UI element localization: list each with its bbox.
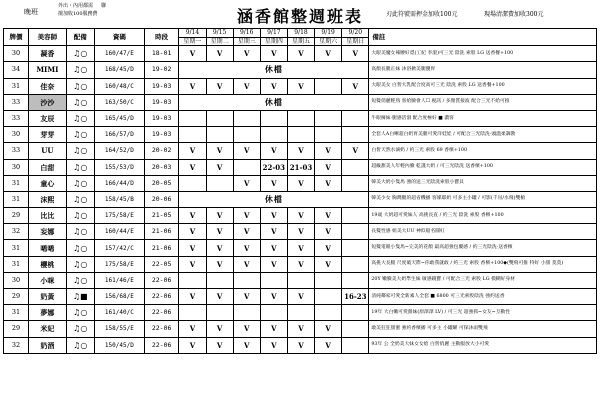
shift-mark: V [206,289,233,305]
deposit-note: 刃此符號需押金加收100元 [386,11,458,18]
shift-mark: V [287,240,314,256]
shift-mark [342,337,369,353]
shift-mark: V [260,321,287,337]
time-slot-cell: 22-06 [144,321,178,337]
shift-mark [342,224,369,240]
shift-mark: 21-03 [287,159,314,175]
time-slot-cell: 19-03 [144,78,178,94]
measurements-cell: 165/45/D [94,110,144,126]
shift-mark: V [233,78,260,94]
price-cell: 29 [4,208,29,224]
gear-cell: ♫○ [66,208,94,224]
gear-cell: ♫○ [66,46,94,62]
price-cell: 33 [4,94,29,110]
table-row [4,224,597,240]
measurements-cell: 166/44/D [94,175,144,191]
sub-note-line-1: 外出・內用都需 聯 [58,3,107,9]
note-cell: 高顏長腿正妹 沐浴掀美腿優胃 [369,62,597,78]
date-2: 9/16 [233,29,260,38]
shift-mark [206,272,233,288]
gear-cell: ♫○ [66,94,94,110]
table-row [4,191,597,207]
shift-mark: V [260,46,287,62]
time-slot-cell: 22-06 [144,305,178,321]
gear-cell: ♫○ [66,337,94,353]
table-row [4,94,597,110]
shift-mark: V [315,321,342,337]
measurements-cell: 158/45/B [94,191,144,207]
col-name: 美容師 [29,29,67,46]
beautician-name: 米妃 [29,321,67,337]
shift-mark: V [315,159,342,175]
shift-mark: V [287,143,314,159]
shift-mark [342,127,369,143]
time-slot-cell: 19-03 [144,110,178,126]
shift-mark [315,289,342,305]
shift-mark [179,305,206,321]
shift-mark [179,272,206,288]
time-slot-cell: 20-05 [144,175,178,191]
note-cell: 韓美大奶小隻馬 強的送三光陰洗索股小寶貝 [369,175,597,191]
shift-mark [287,272,314,288]
measurements-cell: 161/40/C [94,305,144,321]
beautician-name: 比比 [29,208,67,224]
measurements-cell: 160/44/E [94,224,144,240]
time-slot-cell: 18-01 [144,46,178,62]
beautician-name: 唏唏 [29,240,67,256]
beautician-name: 佳奈 [29,78,67,94]
shift-mark [233,110,260,126]
shift-mark: V [233,46,260,62]
date-4: 9/18 [287,29,314,38]
price-cell: 34 [4,62,29,78]
time-slot-cell: 19-02 [144,62,178,78]
shift-mark: V [315,208,342,224]
table-row [4,175,597,191]
shift-mark: V [233,224,260,240]
time-slot-cell: 20-06 [144,191,178,207]
shift-mark [260,110,287,126]
measurements-cell: 175/58/E [94,208,144,224]
price-cell: 30 [4,127,29,143]
shift-mark [260,305,287,321]
measurements-cell: 168/45/D [94,62,144,78]
shift-mark [233,305,260,321]
time-slot-cell: 19-03 [144,94,178,110]
shift-mark: V [287,78,314,94]
shift-mark: V [206,321,233,337]
shift-mark: V [179,289,206,305]
gear-cell: ♫○ [66,78,94,94]
col-code: 資碼 [94,29,144,46]
measurements-cell: 160/48/C [94,78,144,94]
price-cell: 31 [4,256,29,272]
price-cell: 30 [4,46,29,62]
shift-mark: V [206,337,233,353]
table-row [4,62,597,78]
note-cell: 19年 大白嫩可愛甜妹(原澤澤 LV) / 可三光 超強抓~女友~互動性 [369,305,597,321]
shift-mark: V [179,159,206,175]
shift-mark: V [260,240,287,256]
gear-cell: ♫○ [66,256,94,272]
shift-mark: V [233,321,260,337]
shift-mark [342,321,369,337]
shift-mark [315,305,342,321]
note-cell: 大眼美女 白皙大乳配合度高可三光 陰洗 索股 LG 送香餐+100 [369,78,597,94]
note-cell: 韓美少女 胸灣腿的超省機播 客媒耶奶 可多主小罐 / 可影(千吊/水飛)雙槍 [369,191,597,207]
gear-cell: ♫○ [66,240,94,256]
shift-mark: V [179,321,206,337]
shift-mark: V [233,256,260,272]
shift-mark [260,272,287,288]
day-off-cell: 休檔 [179,62,369,78]
price-cell: 29 [4,321,29,337]
shift-mark [179,175,206,191]
note-cell: 清純鄰家可愛全新素人全套 ■ 6800 可三光索股陰洗 強約送香 [369,289,597,305]
table-row [4,46,597,62]
col-gear: 配備 [66,29,94,46]
schedule-table [3,28,597,354]
price-cell: 30 [4,159,29,175]
beautician-name: 夢娜 [29,305,67,321]
time-slot-cell: 22-06 [144,272,178,288]
price-cell: 29 [4,289,29,305]
price-cell: 31 [4,78,29,94]
table-row [4,78,597,94]
gear-cell: ♫○ [66,143,94,159]
price-cell: 30 [4,272,29,288]
shift-mark [287,127,314,143]
table-row [4,337,597,353]
note-cell: 白皙天然水滴奶 / 約三光 索股 69 香檳+100 [369,143,597,159]
table-row [4,272,597,288]
note-cell: 20Y 嫩臉美大奶學生妹 敏感鏡寶 / 可配合三光 索股 LG 模糊好身材 [369,272,597,288]
gear-cell: ♫■ [66,289,94,305]
beautician-name: 童心 [29,175,67,191]
shift-mark: V [206,256,233,272]
shift-mark: V [287,224,314,240]
shift-mark: V [342,78,369,94]
shift-mark: V [260,208,287,224]
shift-mark: V [179,240,206,256]
shift-mark [315,78,342,94]
shift-mark [179,127,206,143]
beautician-name: 櫻桃 [29,256,67,272]
shift-mark: V [179,337,206,353]
shift-mark: V [233,289,260,305]
price-cell: 32 [4,224,29,240]
measurements-cell: 158/55/E [94,321,144,337]
shift-mark: V [233,240,260,256]
shift-mark: V [260,337,287,353]
shift-mark [342,175,369,191]
shift-mark: V [179,46,206,62]
shift-mark [342,256,369,272]
shift-mark [260,127,287,143]
table-row [4,110,597,126]
measurements-cell: 160/47/E [94,46,144,62]
shift-mark: 16-23 [342,289,369,305]
measurements-cell: 156/68/E [94,289,144,305]
gear-cell: ♫○ [66,110,94,126]
shift-mark: V [233,337,260,353]
time-slot-cell: 19-03 [144,127,178,143]
measurements-cell: 166/57/D [94,127,144,143]
note-cell: 19歲 大奶超可愛妹人 高挑長直 / 約三光 陰洗 索股 香檳+100 [369,208,597,224]
weekday-3: 星期四 [260,37,287,46]
shift-mark [233,159,260,175]
shift-mark: V [260,256,287,272]
shift-mark: 22-03 [260,159,287,175]
table-row [4,127,597,143]
sub-note-line-2: 擅加收100服務費 [58,11,98,17]
beautician-name: 奶酒 [29,337,67,353]
shift-mark [342,159,369,175]
shift-mark: V [315,46,342,62]
measurements-cell: 163/50/C [94,94,144,110]
shift-mark: V [287,321,314,337]
shift-mark: V [233,208,260,224]
beautician-name: 沫熙 [29,191,67,207]
measurements-cell: 175/58/E [94,256,144,272]
shift-mark: V [179,143,206,159]
measurements-cell: 150/45/D [94,337,144,353]
gear-cell: ♫○ [66,224,94,240]
shift-mark: V [206,46,233,62]
shift-mark: V [315,224,342,240]
shift-mark: V [206,224,233,240]
beautician-name: UU [29,143,67,159]
col-notes: 備註 [369,29,597,46]
shift-mark: V [342,143,369,159]
note-cell: 敢美狂狂甜蜜 強約香檳播 可多主 小罐曜 可探沐雨雙飛 [369,321,597,337]
weekday-6: 星期日 [342,37,369,46]
shift-mark [342,208,369,224]
shift-mark: V [179,208,206,224]
gear-cell: ♫○ [66,321,94,337]
table-row [4,240,597,256]
beautician-name: 芽芽 [29,127,67,143]
weekday-2: 星期三 [233,37,260,46]
weekday-1: 星期二 [206,37,233,46]
note-cell: 全套人A白晰超白奶胃美腿可愛洋娃娃 / 可配合三光陰洗·頭溫柔調教 [369,127,597,143]
shift-mark: V [287,208,314,224]
shift-mark: V [315,143,342,159]
table-row [4,208,597,224]
shift-mark: V [179,256,206,272]
note-cell: 超級甜美人年輕內臉 乾謹大奶 / 可三光陰洗 送香檳+100 [369,159,597,175]
shift-mark: V [342,46,369,62]
shift-mark: V [315,256,342,272]
shift-mark: V [206,159,233,175]
table-row [4,159,597,175]
schedule-header [0,0,600,28]
shift-mark: V [260,224,287,240]
shift-mark: V [206,78,233,94]
shift-mark: V [206,208,233,224]
measurements-cell: 157/42/C [94,240,144,256]
col-price: 牌價 [4,29,29,46]
time-slot-cell: 21-06 [144,224,178,240]
price-cell: 33 [4,143,29,159]
gear-cell: ♫○ [66,272,94,288]
gear-cell: ♫○ [66,62,94,78]
date-5: 9/19 [315,29,342,38]
table-row [4,321,597,337]
beautician-name: 妄娜 [29,224,67,240]
shift-mark: V [260,143,287,159]
gear-cell: ♫○ [66,305,94,321]
measurements-cell: 161/46/E [94,272,144,288]
time-slot-cell: 21-06 [144,240,178,256]
date-1: 9/15 [206,29,233,38]
shift-mark: V [287,337,314,353]
note-cell: 牛眼擁妹·腿感活潑 配合度極好 ■ 濃客 [369,110,597,126]
price-cell: 31 [4,305,29,321]
shift-mark [342,240,369,256]
page-title: 涵香館整週班表 [236,7,363,26]
table-row [4,289,597,305]
shift-mark [206,127,233,143]
shift-mark: V [315,337,342,353]
gear-cell: ♫○ [66,159,94,175]
shift-mark: V [206,143,233,159]
col-time: 時段 [144,29,178,46]
shift-mark [342,305,369,321]
beautician-name: 凝香 [29,46,67,62]
gear-cell: ♫○ [66,127,94,143]
measurements-cell: 155/53/D [94,159,144,175]
shift-mark [206,305,233,321]
time-slot-cell: 21-05 [144,208,178,224]
note-cell: 大眼美魔女辣腰好覓(工紀 李滾)可三光 陰洗 索股 LG 送香餐+100 [369,46,597,62]
date-6: 9/20 [342,29,369,38]
time-slot-cell: 22-06 [144,289,178,305]
note-cell: 短髮電眼小隻馬~完美的花顏 最高超強包覆感 / 約三光陰洗·送香檳 [369,240,597,256]
weekday-4: 星期五 [287,37,314,46]
shift-mark: V [233,143,260,159]
day-off-cell: 休檔 [179,191,369,207]
beautician-name: 白甜 [29,159,67,175]
shift-mark [206,175,233,191]
shift-mark [342,110,369,126]
time-slot-cell: 20-02 [144,143,178,159]
shift-mark [233,127,260,143]
time-slot-cell: 22-06 [144,337,178,353]
note-cell: 短髮俏麗輕熟 客給臉會人☐ 視訊 / 多顏質接波 配合三光不給可推 [369,94,597,110]
date-3: 9/17 [260,29,287,38]
beautician-name: 小咪 [29,272,67,288]
shift-mark: V [287,256,314,272]
cleaning-fee-note: 現場清潔費加收300元 [484,11,544,18]
shift-mark [315,127,342,143]
shift-mark: V [315,240,342,256]
price-cell: 33 [4,110,29,126]
beautician-name: 奶黃 [29,289,67,305]
gear-cell: ♫○ [66,191,94,207]
beautician-name: 沙沙 [29,94,67,110]
price-cell: 32 [4,337,29,353]
time-slot-cell: 22-05 [144,256,178,272]
price-cell: 31 [4,240,29,256]
time-slot-cell: 20-03 [144,159,178,175]
shift-mark [233,272,260,288]
schedule-rows [4,46,597,354]
shift-mark: V [287,289,314,305]
note-cell: 高挑大長腿 尺度破天際~你敢我就敢 / 約三光 索股 香檳+100◆(雙飛可推 特好 小甜 莫莫) [369,256,597,272]
shift-mark [342,272,369,288]
shift-mark: V [287,46,314,62]
shift-mark [206,110,233,126]
note-cell: 93年 公 全奶美大妹女女給 白皙俏麗 主動服放大小可愛 [369,337,597,353]
price-cell: 31 [4,191,29,207]
price-cell: 31 [4,175,29,191]
weekday-5: 星期六 [315,37,342,46]
shift-mark: V [179,224,206,240]
day-off-cell: 休檔 [179,94,369,110]
shift-mark [287,305,314,321]
shift-mark: V [260,175,287,191]
gear-cell: ♫○ [66,175,94,191]
shift-mark: V [260,78,287,94]
table-row [4,305,597,321]
shift-mark: V [315,175,342,191]
shift-mark: V [260,289,287,305]
shift-label: 晚班 [24,8,38,16]
shift-mark: V [179,78,206,94]
shift-mark [287,110,314,126]
shift-mark [315,272,342,288]
measurements-cell: 164/52/D [94,143,144,159]
shift-mark: V [287,175,314,191]
shift-mark: V [233,175,260,191]
table-row [4,256,597,272]
date-0: 9/14 [179,29,206,38]
note-cell: 長髮性感 姐美大UU 神似船名圓紅 [369,224,597,240]
weekday-0: 星期一 [179,37,206,46]
beautician-name: MIMI [29,62,67,78]
table-row [4,143,597,159]
beautician-name: 友辰 [29,110,67,126]
shift-mark [315,110,342,126]
shift-mark: V [206,240,233,256]
shift-mark [179,110,206,126]
